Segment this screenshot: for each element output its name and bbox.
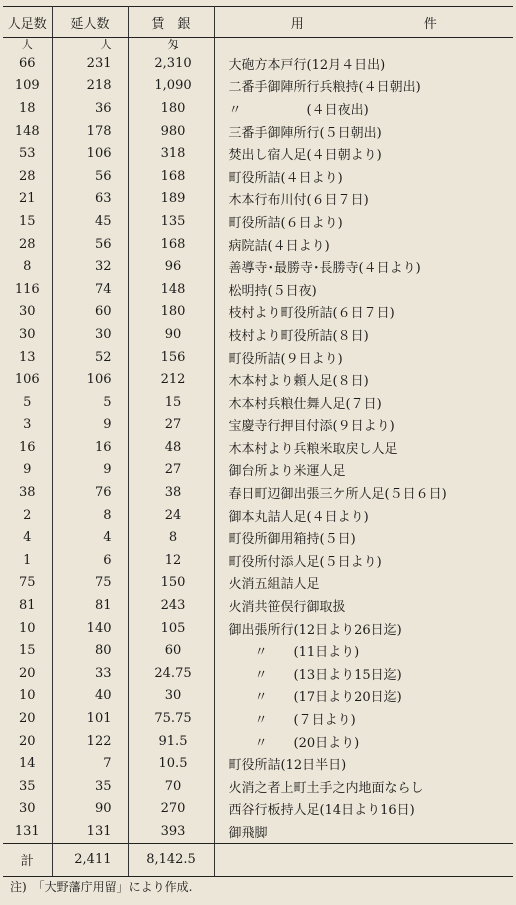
cell-workers: 38 — [3, 481, 52, 504]
cell-workers: 106 — [3, 368, 52, 391]
cell-wage: 393 — [128, 820, 214, 843]
cell-wage: 38 — [128, 481, 214, 504]
cell-wage: 168 — [128, 233, 214, 256]
totals-total: 2,411 — [52, 843, 128, 876]
cell-total: 140 — [52, 617, 128, 640]
header-wage: 賃 銀 — [128, 7, 214, 38]
cell-wage: 189 — [128, 188, 214, 211]
cell-wage: 180 — [128, 97, 214, 120]
table-row — [3, 391, 513, 414]
cell-purpose: 町役所付添人足(５日より) — [228, 554, 382, 570]
table-row — [3, 798, 513, 821]
cell-purpose: 二番手御陣所行兵粮持(４日朝出) — [228, 80, 421, 96]
cell-workers: 15 — [3, 639, 52, 662]
table-row — [3, 120, 513, 143]
cell-workers: 30 — [3, 798, 52, 821]
cell-purpose: 善導寺･最勝寺･長勝寺(４日より) — [228, 261, 421, 277]
cell-total: 32 — [52, 255, 128, 278]
cell-total: 80 — [52, 639, 128, 662]
cell-total: 76 — [52, 481, 128, 504]
table-row — [3, 97, 513, 120]
cell-total: 45 — [52, 210, 128, 233]
table-row — [3, 301, 513, 324]
header-total: 延人数 — [52, 7, 128, 38]
cell-wage: 105 — [128, 617, 214, 640]
table-row — [3, 707, 513, 730]
cell-purpose: 〃 (17日より20日迄) — [228, 690, 402, 706]
cell-workers: 1 — [3, 549, 52, 572]
cell-total: 122 — [52, 730, 128, 753]
units-row — [3, 38, 513, 53]
table-row — [3, 459, 513, 482]
cell-workers: 35 — [3, 775, 52, 798]
cell-total: 131 — [52, 820, 128, 843]
table-row — [3, 639, 513, 662]
table-row — [3, 233, 513, 256]
cell-purpose: 木本村より頼人足(８日) — [228, 374, 369, 390]
cell-purpose: 火消之者上町土手之内地面ならし — [228, 780, 424, 796]
cell-workers: 8 — [3, 255, 52, 278]
cell-total: 81 — [52, 594, 128, 617]
cell-wage: 12 — [128, 549, 214, 572]
table-row — [3, 188, 513, 211]
cell-total: 106 — [52, 368, 128, 391]
cell-workers: 28 — [3, 233, 52, 256]
totals-label: 計 — [3, 843, 52, 876]
cell-workers: 21 — [3, 188, 52, 211]
table-row — [3, 730, 513, 753]
cell-purpose: 町役所詰(６日より) — [228, 215, 343, 231]
table-row — [3, 346, 513, 369]
cell-workers: 28 — [3, 165, 52, 188]
cell-workers: 10 — [3, 617, 52, 640]
cell-wage: 48 — [128, 436, 214, 459]
table-row — [3, 572, 513, 595]
cell-workers: 75 — [3, 572, 52, 595]
cell-wage: 75.75 — [128, 707, 214, 730]
cell-total: 56 — [52, 165, 128, 188]
table-row — [3, 436, 513, 459]
cell-purpose: 病院詰(４日より) — [228, 238, 330, 254]
cell-total: 35 — [52, 775, 128, 798]
cell-total: 106 — [52, 142, 128, 165]
cell-purpose: 御台所より米運人足 — [228, 464, 346, 480]
table-row — [3, 368, 513, 391]
table-row — [3, 775, 513, 798]
cell-purpose: 三番手御陣所行(５日朝出) — [228, 125, 382, 141]
cell-purpose: 火消五組詰人足 — [228, 577, 320, 593]
totals-purpose — [214, 843, 513, 876]
cell-purpose: 御飛脚 — [228, 825, 268, 841]
cell-wage: 980 — [128, 120, 214, 143]
table-row — [3, 278, 513, 301]
cell-purpose: 町役所詰(９日より) — [228, 351, 343, 367]
cell-total: 33 — [52, 662, 128, 685]
header-purpose-label: 用 件 — [290, 16, 437, 32]
table-row — [3, 662, 513, 685]
table-row — [3, 323, 513, 346]
cell-purpose: 〃 (20日より) — [228, 735, 360, 751]
cell-workers: 3 — [3, 414, 52, 437]
cell-workers: 148 — [3, 120, 52, 143]
cell-purpose: 枝村より町役所詰(６日７日) — [228, 306, 395, 322]
totals-row — [3, 843, 513, 876]
cell-total: 7 — [52, 752, 128, 775]
cell-total: 5 — [52, 391, 128, 414]
cell-total: 16 — [52, 436, 128, 459]
cell-workers: 20 — [3, 707, 52, 730]
source-note: 注) 「大野藩庁用留」により作成. — [10, 880, 193, 894]
cell-wage: 135 — [128, 210, 214, 233]
cell-workers: 81 — [3, 594, 52, 617]
cell-workers: 116 — [3, 278, 52, 301]
cell-purpose: 木本村兵粮仕舞人足(７日) — [228, 396, 382, 412]
cell-purpose: 火消共笹俣行御取扱 — [228, 600, 346, 616]
cell-wage: 148 — [128, 278, 214, 301]
table-row — [3, 617, 513, 640]
cell-purpose: 枝村より町役所詰(８日) — [228, 328, 369, 344]
table-row — [3, 549, 513, 572]
cell-wage: 10.5 — [128, 752, 214, 775]
cell-total: 30 — [52, 323, 128, 346]
cell-total: 6 — [52, 549, 128, 572]
cell-workers: 30 — [3, 323, 52, 346]
cell-purpose: 町役所御用箱持(５日) — [228, 532, 356, 548]
cell-workers: 14 — [3, 752, 52, 775]
cell-purpose: 松明持(５日夜) — [228, 283, 317, 299]
cell-purpose: 御本丸詰人足(４日より) — [228, 509, 369, 525]
unit-total: 人 — [52, 38, 128, 53]
cell-total: 101 — [52, 707, 128, 730]
cell-purpose: 大砲方本戸行(12月４日出) — [228, 57, 386, 73]
unit-wage: 匁 — [128, 38, 214, 53]
cell-purpose: 〃 (11日より) — [228, 645, 360, 661]
cell-total: 52 — [52, 346, 128, 369]
cell-total: 63 — [52, 188, 128, 211]
cell-wage: 96 — [128, 255, 214, 278]
cell-workers: 15 — [3, 210, 52, 233]
cell-wage: 168 — [128, 165, 214, 188]
table-row — [3, 255, 513, 278]
cell-total: 8 — [52, 504, 128, 527]
cell-purpose: 町役所詰(12日半日) — [228, 758, 347, 774]
totals-wage: 8,142.5 — [128, 843, 214, 876]
cell-total: 218 — [52, 75, 128, 98]
table-row — [3, 75, 513, 98]
cell-total: 90 — [52, 798, 128, 821]
table-row — [3, 210, 513, 233]
cell-wage: 90 — [128, 323, 214, 346]
cell-workers: 2 — [3, 504, 52, 527]
unit-purpose — [214, 38, 513, 53]
cell-wage: 24.75 — [128, 662, 214, 685]
cell-total: 9 — [52, 459, 128, 482]
cell-total: 231 — [52, 52, 128, 75]
cell-workers: 109 — [3, 75, 52, 98]
table-row — [3, 752, 513, 775]
labor-wage-table — [3, 6, 513, 877]
table-row — [3, 142, 513, 165]
cell-total: 56 — [52, 233, 128, 256]
cell-wage: 30 — [128, 685, 214, 708]
table-row — [3, 526, 513, 549]
cell-wage: 270 — [128, 798, 214, 821]
cell-purpose: 西谷行板持人足(14日より16日) — [228, 803, 415, 819]
header-purpose — [214, 7, 513, 38]
table-row — [3, 594, 513, 617]
cell-total: 60 — [52, 301, 128, 324]
cell-purpose: 春日町辺御出張三ケ所人足(５日６日) — [228, 487, 447, 503]
cell-wage: 60 — [128, 639, 214, 662]
cell-wage: 150 — [128, 572, 214, 595]
cell-purpose: 宝慶寺行押目付添(９日より) — [228, 419, 395, 435]
cell-wage: 2,310 — [128, 52, 214, 75]
cell-wage: 15 — [128, 391, 214, 414]
cell-purpose: 木本行布川付(６日７日) — [228, 193, 369, 209]
cell-wage: 70 — [128, 775, 214, 798]
cell-workers: 10 — [3, 685, 52, 708]
cell-workers: 4 — [3, 526, 52, 549]
cell-purpose: 〃 (13日より15日迄) — [228, 667, 402, 683]
table-row — [3, 481, 513, 504]
cell-wage: 180 — [128, 301, 214, 324]
cell-workers: 18 — [3, 97, 52, 120]
cell-workers: 9 — [3, 459, 52, 482]
table-footer — [3, 843, 513, 876]
cell-total: 9 — [52, 414, 128, 437]
cell-workers: 20 — [3, 662, 52, 685]
table-row — [3, 504, 513, 527]
cell-purpose: 木本村より兵粮米取戻し人足 — [228, 441, 398, 457]
table-row — [3, 52, 513, 75]
cell-purpose: 焚出し宿人足(４日朝より) — [228, 148, 382, 164]
cell-purpose: 御出張所行(12日より26日迄) — [228, 622, 402, 638]
cell-total: 75 — [52, 572, 128, 595]
cell-purpose: 町役所詰(４日より) — [228, 170, 343, 186]
cell-workers: 13 — [3, 346, 52, 369]
cell-total: 36 — [52, 97, 128, 120]
unit-workers: 人 — [3, 38, 52, 53]
cell-total: 4 — [52, 526, 128, 549]
table-row — [3, 685, 513, 708]
cell-workers: 30 — [3, 301, 52, 324]
cell-total: 40 — [52, 685, 128, 708]
cell-wage: 318 — [128, 142, 214, 165]
cell-workers: 5 — [3, 391, 52, 414]
cell-wage: 24 — [128, 504, 214, 527]
table-header — [3, 7, 513, 38]
cell-wage: 156 — [128, 346, 214, 369]
cell-workers: 66 — [3, 52, 52, 75]
cell-workers: 16 — [3, 436, 52, 459]
cell-workers: 20 — [3, 730, 52, 753]
cell-workers: 53 — [3, 142, 52, 165]
cell-wage: 243 — [128, 594, 214, 617]
cell-wage: 27 — [128, 414, 214, 437]
header-workers: 人足数 — [3, 7, 52, 38]
table-row — [3, 820, 513, 843]
cell-wage: 91.5 — [128, 730, 214, 753]
cell-purpose: 〃 (４日夜出) — [228, 102, 369, 118]
cell-workers: 131 — [3, 820, 52, 843]
cell-purpose: 〃 (７日より) — [228, 713, 356, 729]
table-row — [3, 414, 513, 437]
cell-total: 178 — [52, 120, 128, 143]
table-body — [3, 38, 513, 844]
cell-wage: 8 — [128, 526, 214, 549]
cell-wage: 27 — [128, 459, 214, 482]
cell-total: 74 — [52, 278, 128, 301]
cell-wage: 212 — [128, 368, 214, 391]
cell-wage: 1,090 — [128, 75, 214, 98]
table-row — [3, 165, 513, 188]
